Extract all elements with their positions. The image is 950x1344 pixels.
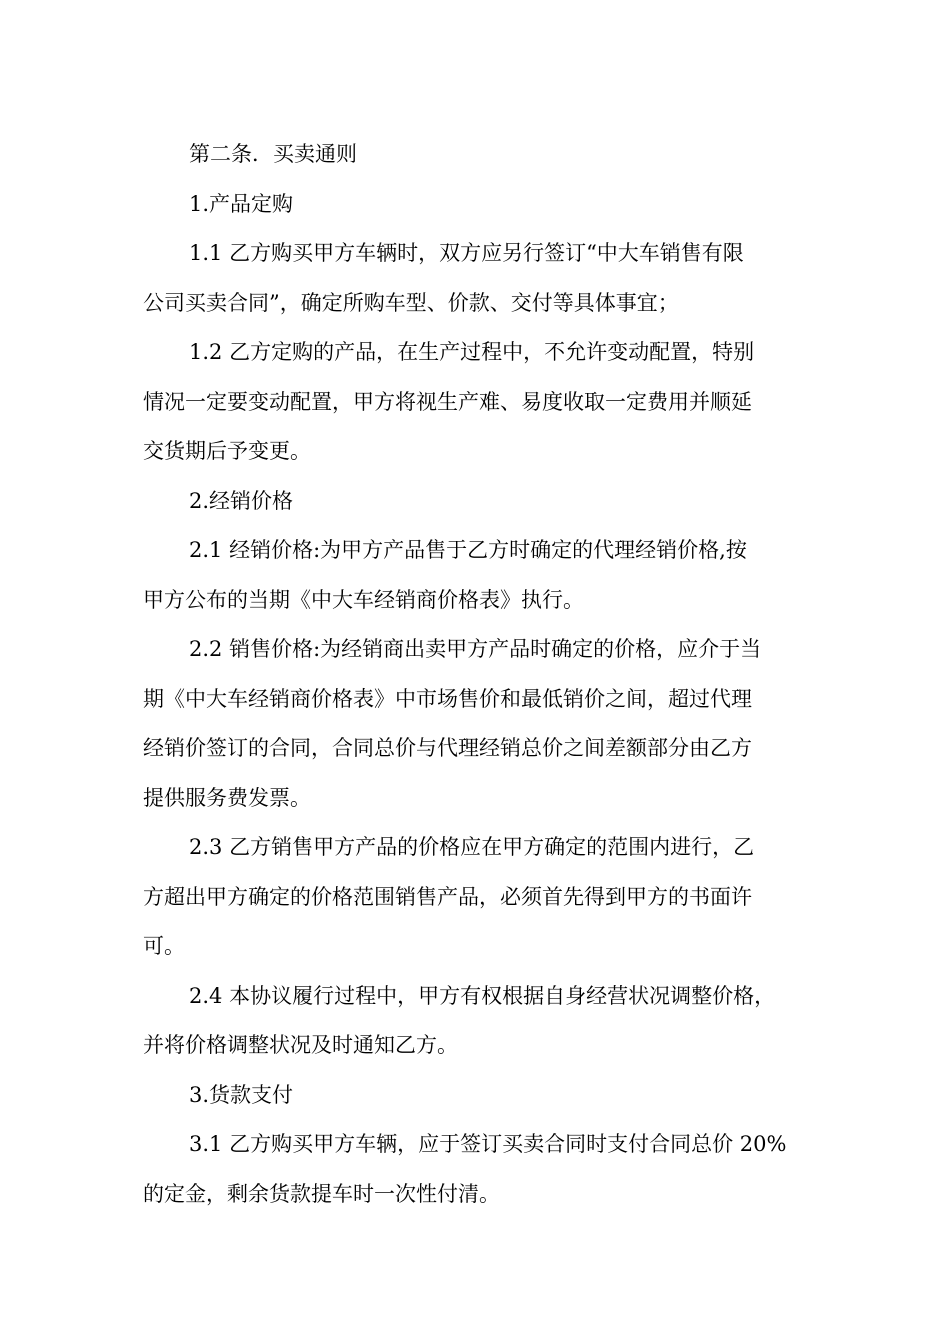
text-line: 2.经销价格 xyxy=(189,488,294,513)
text-line: 提供服务费发票。 xyxy=(143,785,311,810)
text-line: 2.4 本协议履行过程中，甲方有权根据自身经营状况调整价格， xyxy=(189,983,776,1008)
section-heading-2 xyxy=(143,477,808,527)
section-heading-3 xyxy=(143,1071,808,1121)
text-line: 经销价签订的合同，合同总价与代理经销总价之间差额部分由乙方 xyxy=(143,736,752,760)
article-heading xyxy=(143,130,808,180)
text-line: 1.1 乙方购买甲方车辆时，双方应另行签订“中大车销售有限 xyxy=(189,241,744,265)
clause-2-1 xyxy=(143,526,808,625)
text-line: 交货期后予变更。 xyxy=(143,439,311,463)
text-line: 公司买卖合同”，确定所购车型、价款、交付等具体事宜； xyxy=(143,290,679,315)
text-line: 3.货款支付 xyxy=(189,1082,294,1107)
clause-1-1 xyxy=(143,229,808,328)
text-line: 并将价格调整状况及时通知乙方。 xyxy=(143,1033,458,1057)
text-line: 3.1 乙方购买甲方车辆，应于签订买卖合同时支付合同总价 20% xyxy=(189,1132,787,1156)
text-line: 甲方公布的当期《中大车经销商价格表》执行。 xyxy=(143,587,584,612)
section-heading-1 xyxy=(143,180,808,230)
clause-2-4 xyxy=(143,972,808,1071)
text-line: 第二条．买卖通则 xyxy=(189,142,357,166)
text-line: 2.2 销售价格:为经销商出卖甲方产品时确定的价格，应介于当 xyxy=(189,637,762,661)
text-line: 可。 xyxy=(143,934,185,958)
text-line: 方超出甲方确定的价格范围销售产品，必须首先得到甲方的书面许 xyxy=(143,884,752,909)
clause-3-1 xyxy=(143,1120,808,1219)
clause-2-3 xyxy=(143,823,808,972)
text-line: 1.产品定购 xyxy=(189,191,294,216)
document-body xyxy=(143,130,808,1219)
text-line: 2.3 乙方销售甲方产品的价格应在甲方确定的范围内进行，乙 xyxy=(189,835,755,859)
clause-2-2 xyxy=(143,625,808,823)
text-line: 2.1 经销价格:为甲方产品售于乙方时确定的代理经销价格,按 xyxy=(189,538,747,562)
text-line: 情况一定要变动配置，甲方将视生产难、易度收取一定费用并顺延 xyxy=(143,389,752,414)
text-line: 的定金，剩余货款提车时一次性付清。 xyxy=(143,1181,500,1206)
text-line: 期《中大车经销商价格表》中市场售价和最低销价之间，超过代理 xyxy=(143,686,752,711)
clause-1-2 xyxy=(143,328,808,477)
text-line: 1.2 乙方定购的产品，在生产过程中，不允许变动配置，特别 xyxy=(189,340,755,364)
